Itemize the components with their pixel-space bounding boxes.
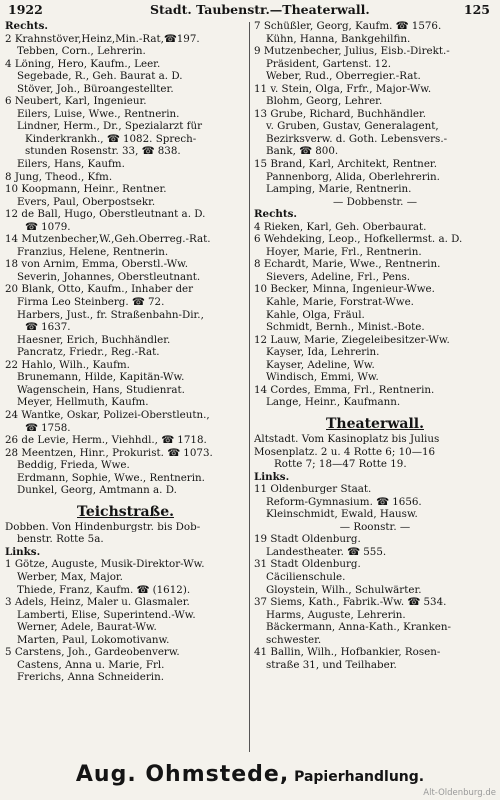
directory-line: 19 Stadt Oldenburg. [254, 533, 361, 546]
directory-line: Bäckermann, Anna-Kath., Kranken- [266, 621, 452, 634]
directory-line: v. Gruben, Gustav, Generalagent, [266, 120, 439, 133]
directory-line: Firma Leo Steinberg. ☎ 72. [17, 296, 165, 309]
directory-line: Pancratz, Friedr., Reg.-Rat. [17, 346, 160, 359]
directory-line: Kinderkrankh., ☎ 1082. Sprech- [25, 132, 197, 145]
directory-line: 8 Jung, Theod., Kfm. [5, 170, 113, 183]
directory-line: straße 31, und Teilhaber. [266, 658, 397, 671]
directory-line: stunden Rosenstr. 33, ☎ 838. [25, 145, 181, 158]
directory-line: Thiede, Franz, Kaufm. ☎ (1612). [17, 583, 191, 596]
directory-line: Rotte 7; 18—47 Rotte 19. [274, 458, 407, 471]
directory-line: 10 Koopmann, Heinr., Rentner. [5, 183, 167, 196]
directory-line: Bezirksverw. d. Goth. Lebensvers.- [266, 132, 448, 145]
directory-line: Gloystein, Wilh., Schulwärter. [266, 583, 422, 596]
directory-line: ☎ 1758. [25, 421, 71, 434]
directory-line: Schmidt, Bernh., Minist.-Bote. [266, 321, 425, 334]
directory-line: 24 Wantke, Oskar, Polizei-Oberstleutn., [5, 408, 210, 421]
directory-line: 5 Carstens, Joh., Gardeobenverw. [5, 646, 180, 659]
directory-line: schwester. [266, 633, 322, 646]
directory-line: Hoyer, Marie, Frl., Rentnerin. [266, 245, 422, 258]
watermark: Alt-Oldenburg.de [423, 788, 496, 798]
directory-line: Windisch, Emmi, Ww. [266, 371, 379, 384]
directory-line: Cäcilienschule. [266, 570, 346, 583]
directory-line: 41 Ballin, Wilh., Hofbankier, Rosen- [254, 646, 441, 659]
directory-line: Rechts. [5, 20, 49, 32]
directory-line: 9 Mutzenbecher, Julius, Eisb.-Direkt.- [254, 45, 450, 58]
directory-line: Dunkel, Georg, Amtmann a. D. [17, 484, 177, 497]
directory-line: Kayser, Ida, Lehrerin. [266, 346, 380, 359]
directory-line: Links. [254, 470, 290, 483]
directory-line: ☎ 1637. [25, 321, 71, 334]
directory-line: Frerichs, Anna Schneiderin. [17, 671, 164, 684]
directory-line: Segebade, R., Geh. Baurat a. D. [17, 70, 183, 83]
directory-line: Harbers, Just., fr. Straßenbahn-Dir., [17, 308, 204, 321]
directory-line: Stöver, Joh., Büroangestellter. [17, 82, 174, 95]
directory-line: 11 v. Stein, Olga, Frfr., Major-Ww. [254, 82, 432, 95]
advertiser-name: Aug. Ohmstede, [75, 762, 290, 787]
advertiser-business: Papierhandlung. [289, 769, 425, 785]
directory-line: Kahle, Olga, Fräul. [266, 308, 365, 321]
directory-line: 14 Mutzenbecher,W.,Geh.Oberreg.-Rat. [5, 233, 211, 246]
directory-line: Brunemann, Hilde, Kapitän-Ww. [17, 371, 185, 384]
directory-line: 14 Cordes, Emma, Frl., Rentnerin. [254, 383, 435, 396]
directory-line: Marten, Paul, Lokomotivanw. [17, 633, 170, 646]
directory-line: 2 Krahnstöver,Heinz,Min.-Rat,☎197. [5, 32, 200, 45]
street-heading: Teichstraße. [77, 503, 174, 520]
directory-line: 1 Götze, Auguste, Musik-Direktor-Ww. [5, 558, 205, 571]
directory-line: 28 Meentzen, Hinr., Prokurist. ☎ 1073. [5, 446, 213, 459]
directory-line: 15 Brand, Karl, Architekt, Rentner. [254, 158, 437, 171]
directory-line: Haesner, Erich, Buchhändler. [17, 333, 171, 346]
directory-line: Kahle, Marie, Forstrat-Wwe. [266, 296, 414, 309]
directory-line: 8 Echardt, Marie, Wwe., Rentnerin. [254, 258, 441, 271]
directory-line: Kühn, Hanna, Bankgehilfin. [266, 32, 411, 45]
directory-line: 26 de Levie, Herm., Viehhdl., ☎ 1718. [5, 434, 207, 447]
directory-line: Erdmann, Sophie, Wwe., Rentnerin. [17, 471, 205, 484]
directory-line: Reform-Gymnasium. ☎ 1656. [266, 495, 422, 508]
directory-line: Blohm, Georg, Lehrer. [266, 95, 383, 108]
directory-line: Tebben, Corn., Lehrerin. [17, 45, 146, 58]
directory-line: 11 Oldenburger Staat. [254, 483, 372, 496]
directory-line: Castens, Anna u. Marie, Frl. [17, 658, 165, 671]
directory-line: Kayser, Adeline, Ww. [266, 358, 375, 371]
street-heading: Theaterwall. [326, 415, 424, 432]
directory-line: Sievers, Adeline, Frl., Pens. [266, 270, 411, 283]
directory-line: 20 Blank, Otto, Kaufm., Inhaber der [5, 283, 194, 296]
directory-line: Werber, Max, Major. [17, 570, 123, 583]
directory-line: 7 Schüßler, Georg, Kaufm. ☎ 1576. [254, 20, 442, 32]
directory-line: 3 Adels, Heinz, Maler u. Glasmaler. [5, 596, 190, 609]
column-divider [249, 22, 250, 752]
directory-line: Wagenschein, Hans, Studienrat. [17, 383, 185, 396]
directory-line: Lamberti, Elise, Superintend.-Ww. [17, 608, 196, 621]
page-header [8, 2, 492, 18]
directory-line: Kleinschmidt, Ewald, Hausw. [266, 508, 418, 521]
directory-line: 22 Hahlo, Wilh., Kaufm. [5, 358, 130, 371]
directory-line: 4 Rieken, Karl, Geh. Oberbaurat. [254, 220, 427, 233]
directory-line: Altstadt. Vom Kasinoplatz bis Julius [254, 432, 440, 445]
directory-line: Dobben. Von Hindenburgstr. bis Dob- [5, 520, 201, 533]
directory-line: — Dobbenstr. — [333, 195, 417, 208]
right-column [254, 20, 496, 758]
directory-line: ☎ 1079. [25, 220, 71, 233]
directory-line: Mosenplatz. 2 u. 4 Rotte 6; 10—16 [254, 445, 436, 458]
directory-line: 12 de Ball, Hugo, Oberstleutnant a. D. [5, 208, 206, 221]
directory-line: Severin, Johannes, Oberstleutnant. [17, 270, 201, 283]
directory-line: Franzius, Helene, Rentnerin. [17, 245, 169, 258]
directory-line: — Roonstr. — [339, 520, 411, 533]
directory-line: Evers, Paul, Oberpostsekr. [17, 195, 156, 208]
directory-line: 37 Siems, Kath., Fabrik.-Ww. ☎ 534. [254, 596, 447, 609]
directory-line: Beddig, Frieda, Wwe. [17, 459, 130, 472]
directory-line: Lange, Heinr., Kaufmann. [266, 396, 401, 409]
page-title: Stadt. Taubenstr.—Theaterwall. [150, 2, 370, 17]
directory-line: 13 Grube, Richard, Buchhändler. [254, 107, 427, 120]
directory-line: 4 Löning, Hero, Kaufm., Leer. [5, 57, 161, 70]
directory-line: 18 von Arnim, Emma, Oberstl.-Ww. [5, 258, 189, 271]
directory-line: 10 Becker, Minna, Ingenieur-Wwe. [254, 283, 435, 296]
directory-line: Lamping, Marie, Rentnerin. [266, 183, 412, 196]
directory-line: Landestheater. ☎ 555. [266, 545, 387, 558]
directory-line: Bank, ☎ 800. [266, 145, 339, 158]
directory-line: Präsident, Gartenst. 12. [266, 57, 392, 70]
directory-line: Pannenborg, Alida, Oberlehrerin. [266, 170, 440, 183]
directory-line: 6 Wehdeking, Leop., Hofkellermst. a. D. [254, 233, 463, 246]
directory-line: Weber, Rud., Oberregier.-Rat. [266, 70, 421, 83]
directory-line: 6 Neubert, Karl, Ingenieur. [5, 95, 147, 108]
directory-line: Eilers, Hans, Kaufm. [17, 158, 125, 171]
directory-line: 31 Stadt Oldenburg. [254, 558, 361, 571]
directory-line: Meyer, Hellmuth, Kaufm. [17, 396, 149, 409]
directory-line: Harms, Auguste, Lehrerin. [266, 608, 406, 621]
left-column [5, 20, 246, 758]
directory-line: Rechts. [254, 208, 298, 221]
directory-line: benstr. Rotte 5a. [17, 533, 104, 546]
page-number: 125 [463, 2, 490, 17]
directory-line: Links. [5, 545, 41, 558]
directory-line: Lindner, Herm., Dr., Spezialarzt für [17, 120, 203, 133]
directory-line: 12 Lauw, Marie, Ziegeleibesitzer-Ww. [254, 333, 450, 346]
directory-line: Werner, Adele, Baurat-Ww. [17, 621, 157, 634]
directory-line: Eilers, Luise, Wwe., Rentnerin. [17, 107, 180, 120]
page-year: 1922 [8, 2, 43, 17]
